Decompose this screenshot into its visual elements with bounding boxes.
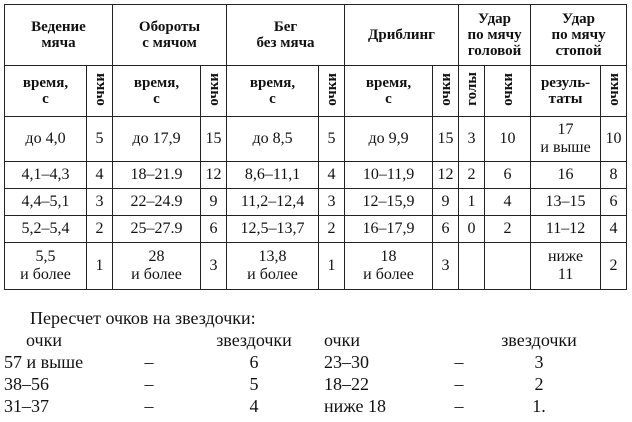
cell-text: 2: [327, 220, 336, 237]
table-cell: [601, 117, 627, 162]
table-cell: [601, 216, 627, 243]
cell-text: 3: [467, 130, 476, 147]
cell-text: 1: [95, 257, 104, 274]
table-cell: [319, 243, 345, 290]
table-cell: [227, 243, 319, 290]
cell-text: и более: [131, 266, 182, 283]
table-cell: [201, 117, 227, 162]
stars-row: [4, 373, 594, 395]
table-row: [5, 243, 627, 290]
stars-points-value: ниже 18: [324, 396, 386, 416]
stars-value: 5: [249, 374, 259, 394]
table-cell: [201, 189, 227, 216]
table-cell: [5, 117, 87, 162]
table-cell: [433, 243, 459, 290]
table-cell: [345, 162, 433, 189]
sub-header-points: очки: [601, 66, 627, 117]
cell-text: 2: [503, 220, 512, 237]
table-cell: [459, 216, 485, 243]
stars-value: 4: [249, 396, 259, 416]
table-cell: [87, 117, 113, 162]
stars-points-value: 38–56: [4, 374, 49, 394]
table-cell: [601, 162, 627, 189]
group-header-turns-with-ball: Обороты с мячом: [113, 5, 227, 66]
table-cell: [485, 189, 531, 216]
cell-text: 4: [503, 193, 512, 210]
table-cell: [227, 189, 319, 216]
table-cell: [201, 243, 227, 290]
score-rows: [5, 117, 627, 290]
table-cell: [601, 189, 627, 216]
cell-text: и более: [247, 266, 298, 283]
table-cell: [113, 243, 201, 290]
table-cell: [5, 189, 87, 216]
cell-text: 11: [557, 266, 574, 283]
table-row: [5, 189, 627, 216]
table-cell: [5, 162, 87, 189]
cell-text: 10–11,9: [362, 166, 415, 183]
table-cell: [459, 243, 485, 290]
group-header-header-kick: Удар по мячу головой: [459, 5, 531, 66]
table-cell: [531, 243, 601, 290]
cell-text: до 4,0: [25, 130, 66, 147]
cell-text: 12–15,9: [362, 193, 415, 210]
cell-text: 13,8: [258, 248, 287, 265]
table-row: [5, 117, 627, 162]
sub-header-results: резуль- таты: [531, 66, 601, 117]
stars-points-value: 31–37: [4, 396, 49, 416]
table-cell: [5, 243, 87, 290]
scores-table: [4, 4, 627, 290]
table-cell: [601, 243, 627, 290]
cell-text: 12: [437, 166, 454, 183]
cell-text: 3: [441, 257, 450, 274]
sub-header-points: очки: [319, 66, 345, 117]
stars-conversion: [4, 307, 610, 417]
cell-text: 28: [148, 248, 165, 265]
table-cell: [459, 162, 485, 189]
sub-header-points: очки: [433, 66, 459, 117]
cell-text: 4,1–4,3: [21, 166, 70, 183]
table-row: [5, 162, 627, 189]
cell-text: 12,5–13,7: [240, 220, 305, 237]
stars-col-points: очки: [26, 330, 62, 350]
table-cell: [87, 216, 113, 243]
table-cell: [459, 189, 485, 216]
cell-text: 2: [467, 166, 476, 183]
stars-dash: –: [454, 396, 464, 416]
cell-text: 18: [380, 248, 397, 265]
cell-text: 5: [95, 130, 104, 147]
table-cell: [531, 216, 601, 243]
table-cell: [87, 189, 113, 216]
stars-col-stars: звездочки: [216, 330, 292, 350]
cell-text: 3: [209, 257, 218, 274]
cell-text: 2: [609, 257, 618, 274]
stars-points-value: 57 и выше: [4, 352, 84, 372]
cell-text: 5,5: [35, 248, 56, 265]
group-header-row: [5, 5, 627, 66]
cell-text: 8,6–11,1: [244, 166, 301, 183]
group-header-ball-control: Ведение мяча: [5, 5, 113, 66]
cell-text: 3: [95, 193, 104, 210]
stars-value: 3: [534, 352, 544, 372]
table-cell: [319, 216, 345, 243]
stars-header-row: [4, 329, 594, 351]
group-header-dribbling: Дриблинг: [345, 5, 459, 66]
cell-text: 11,2–12,4: [240, 193, 305, 210]
table-cell: [227, 216, 319, 243]
cell-text: до 17,9: [132, 130, 181, 147]
table-cell: [485, 162, 531, 189]
table-cell: [201, 162, 227, 189]
table-cell: [459, 117, 485, 162]
cell-text: 25–27.9: [130, 220, 183, 237]
table-cell: [113, 189, 201, 216]
sub-header-points: очки: [485, 66, 531, 117]
cell-text: 17: [557, 121, 574, 138]
stars-table: [4, 329, 594, 417]
stars-dash: –: [144, 396, 154, 416]
cell-text: и более: [363, 266, 414, 283]
table-cell: [5, 216, 87, 243]
table-cell: [227, 162, 319, 189]
cell-text: 15: [437, 130, 454, 147]
cell-text: 4,4–5,1: [21, 193, 70, 210]
table-cell: [113, 162, 201, 189]
table-cell: [87, 162, 113, 189]
sub-header-time: время, с: [345, 66, 433, 117]
cell-text: 16: [557, 166, 574, 183]
table-cell: [319, 189, 345, 216]
cell-text: до 9,9: [368, 130, 409, 147]
cell-text: и выше: [540, 139, 591, 156]
cell-text: 1: [327, 257, 336, 274]
cell-text: 4: [95, 166, 104, 183]
table-cell: [485, 216, 531, 243]
stars-value: 6: [249, 352, 259, 372]
stars-dash: –: [144, 374, 154, 394]
cell-text: 5,2–5,4: [21, 220, 70, 237]
table-cell: [345, 189, 433, 216]
cell-text: 10: [605, 130, 622, 147]
cell-text: 22–24.9: [130, 193, 183, 210]
table-cell: [319, 162, 345, 189]
table-cell: [531, 189, 601, 216]
group-header-foot-kick: Удар по мячу стопой: [531, 5, 627, 66]
sub-header-time: время, с: [227, 66, 319, 117]
cell-text: 11–12: [545, 220, 586, 237]
sub-header-time: время, с: [5, 66, 87, 117]
cell-text: 10: [499, 130, 516, 147]
stars-points-value: 23–30: [324, 352, 369, 372]
cell-text: 6: [609, 193, 618, 210]
table-cell: [227, 117, 319, 162]
table-row: [5, 216, 627, 243]
table-cell: [113, 117, 201, 162]
table-cell: [201, 216, 227, 243]
cell-text: 13–15: [545, 193, 586, 210]
table-cell: [87, 243, 113, 290]
table-cell: [531, 162, 601, 189]
cell-text: 4: [609, 220, 618, 237]
sub-header-goals: голы: [459, 66, 485, 117]
cell-text: 18–21.9: [130, 166, 183, 183]
cell-text: 5: [327, 130, 336, 147]
cell-text: и более: [20, 266, 71, 283]
stars-title: Пересчет очков на звездочки:: [30, 308, 256, 328]
stars-value: 2: [534, 374, 544, 394]
cell-text: 4: [327, 166, 336, 183]
cell-text: 0: [467, 220, 476, 237]
stars-points-value: 18–22: [324, 374, 369, 394]
cell-text: 12: [205, 166, 222, 183]
cell-text: 6: [503, 166, 512, 183]
cell-text: 9: [441, 193, 450, 210]
cell-text: до 8,5: [252, 130, 293, 147]
table-cell: [345, 243, 433, 290]
cell-text: 16–17,9: [362, 220, 415, 237]
stars-row: [4, 395, 594, 417]
table-cell: [433, 189, 459, 216]
table-cell: [319, 117, 345, 162]
table-cell: [485, 243, 531, 290]
cell-text: 3: [327, 193, 336, 210]
table-cell: [433, 117, 459, 162]
stars-col-points: очки: [324, 330, 360, 350]
cell-text: 15: [205, 130, 222, 147]
stars-col-stars: звездочки: [501, 330, 577, 350]
table-cell: [433, 162, 459, 189]
stars-row: [4, 351, 594, 373]
cell-text: 6: [441, 220, 450, 237]
cell-text: 8: [609, 166, 618, 183]
cell-text: 2: [95, 220, 104, 237]
cell-text: 1: [467, 193, 476, 210]
table-cell: [345, 117, 433, 162]
table-cell: [433, 216, 459, 243]
sub-header-points: очки: [87, 66, 113, 117]
sub-header-points: очки: [201, 66, 227, 117]
group-header-run-without-ball: Бег без мяча: [227, 5, 345, 66]
stars-dash: –: [144, 352, 154, 372]
table-cell: [485, 117, 531, 162]
cell-text: ниже: [547, 248, 584, 265]
stars-value: 1.: [532, 396, 546, 416]
table-cell: [531, 117, 601, 162]
cell-text: 9: [209, 193, 218, 210]
table-cell: [345, 216, 433, 243]
table-cell: [113, 216, 201, 243]
sub-header-row: [5, 66, 627, 117]
stars-dash: –: [454, 352, 464, 372]
cell-text: 6: [209, 220, 218, 237]
stars-dash: –: [454, 374, 464, 394]
sub-header-time: время, с: [113, 66, 201, 117]
